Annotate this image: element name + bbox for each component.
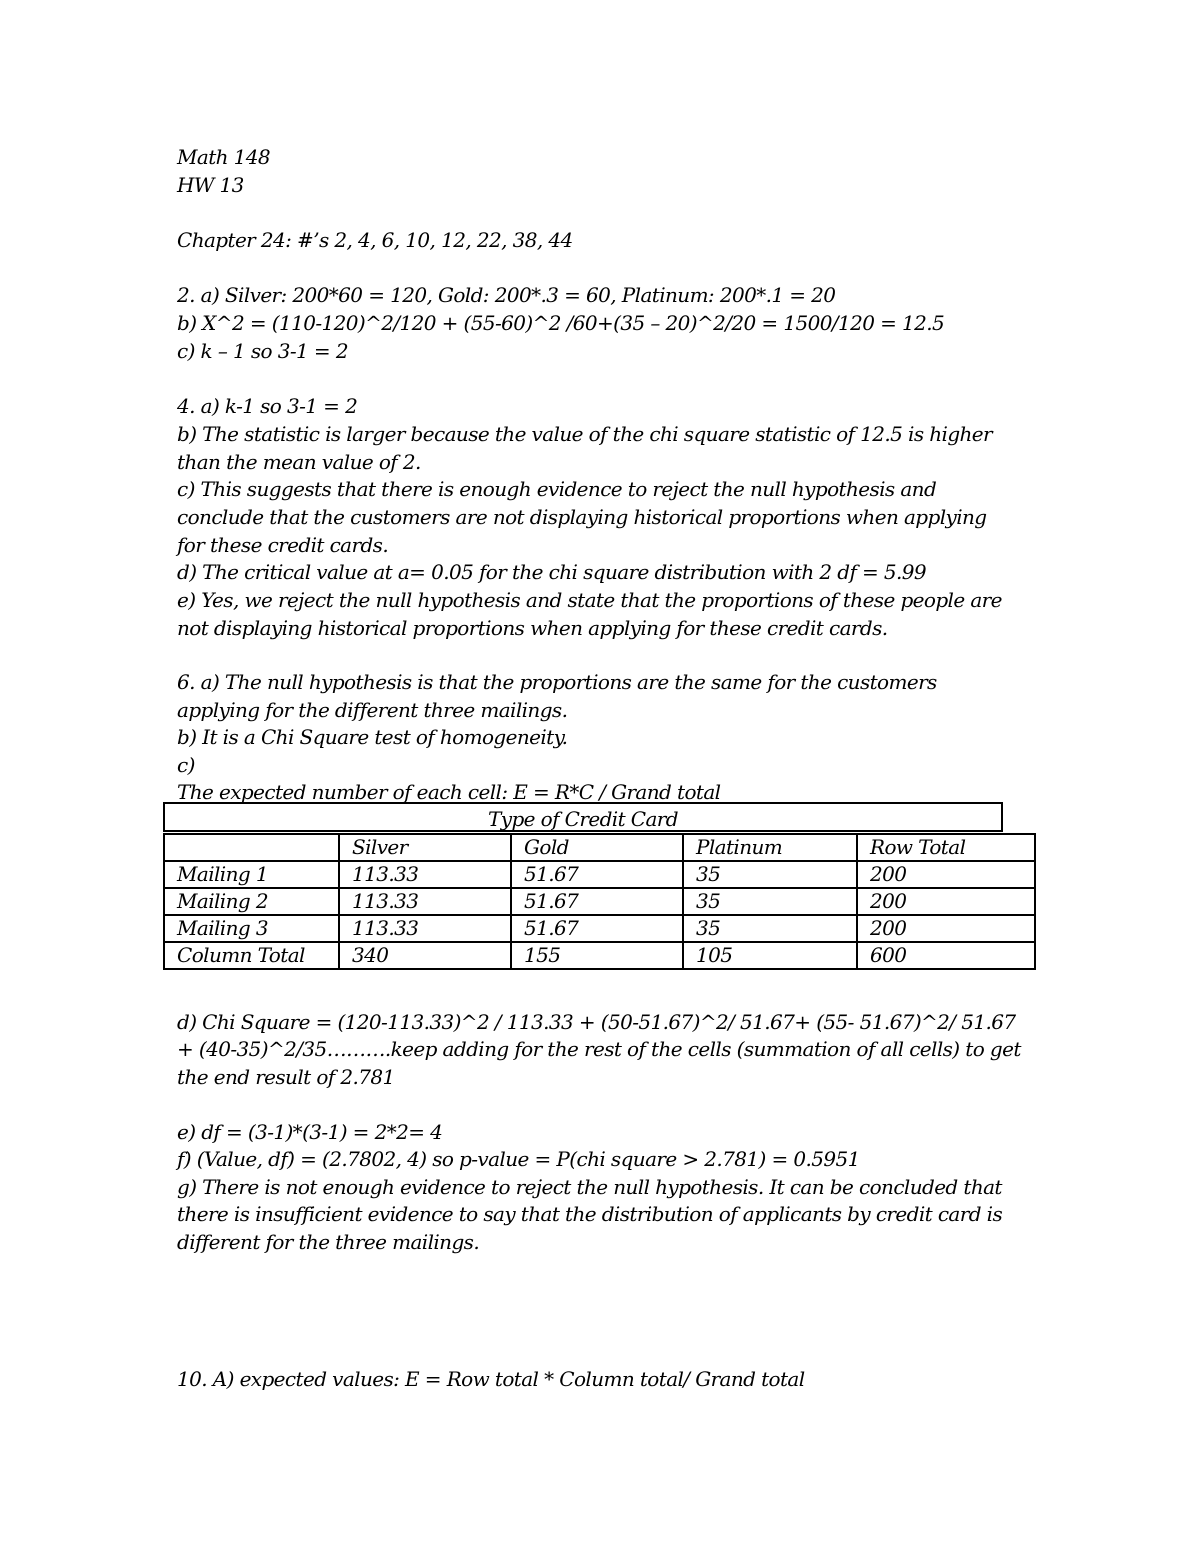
column-header bbox=[164, 834, 339, 861]
table-cell: 113.33 bbox=[339, 888, 511, 915]
table-row bbox=[164, 861, 1035, 888]
q4-part-c-line2: conclude that the customers are not displaying historical proportions when applying bbox=[177, 505, 987, 529]
q6-part-g-line1: g) There is not enough evidence to reject the null hypothesis. It can be concluded that bbox=[177, 1175, 1002, 1199]
q6-part-g-line2: there is insufficient evidence to say that the distribution of applicants by credit card is bbox=[177, 1202, 1003, 1226]
table-cell: 600 bbox=[857, 942, 1035, 969]
q4-part-a: 4. a) k-1 so 3-1 = 2 bbox=[177, 394, 358, 418]
table-row bbox=[164, 915, 1035, 942]
column-header: Silver bbox=[339, 834, 511, 861]
q6-part-f: f) (Value, df) = (2.7802, 4) so p-value = P(chi square > 2.781) = 0.5951 bbox=[177, 1147, 860, 1171]
column-header: Platinum bbox=[683, 834, 857, 861]
table-cell: 340 bbox=[339, 942, 511, 969]
chapter-heading: Chapter 24: #’s 2, 4, 6, 10, 12, 22, 38, 44 bbox=[177, 228, 573, 252]
q4-part-e-line1: e) Yes, we reject the null hypothesis and state that the proportions of these people are bbox=[177, 588, 1002, 612]
table-row bbox=[164, 942, 1035, 969]
q6-part-a-line2: applying for the different three mailings. bbox=[177, 698, 568, 722]
q6-part-d-line2: + (40-35)^2/35……….keep adding for the rest of the cells (summation of all cells) to get bbox=[177, 1037, 1021, 1061]
table-cell: Mailing 2 bbox=[164, 888, 339, 915]
table-cell: 35 bbox=[683, 861, 857, 888]
table-cell: Mailing 3 bbox=[164, 915, 339, 942]
q6-part-d-line1: d) Chi Square = (120-113.33)^2 / 113.33 + (50-51.67)^2/ 51.67+ (55- 51.67)^2/ 51.67 bbox=[177, 1010, 1016, 1034]
table-cell: 51.67 bbox=[511, 915, 683, 942]
table-title-text: Type of Credit Card bbox=[488, 807, 678, 831]
table-row bbox=[164, 888, 1035, 915]
table-cell: 200 bbox=[857, 888, 1035, 915]
table-cell: 105 bbox=[683, 942, 857, 969]
column-header: Gold bbox=[511, 834, 683, 861]
q6-part-e: e) df = (3-1)*(3-1) = 2*2= 4 bbox=[177, 1120, 443, 1144]
q4-part-b-line2: than the mean value of 2. bbox=[177, 450, 421, 474]
q4-part-d: d) The critical value at a= 0.05 for the chi square distribution with 2 df = 5.99 bbox=[177, 560, 927, 584]
q4-part-c-line3: for these credit cards. bbox=[177, 533, 389, 557]
table-cell: Column Total bbox=[164, 942, 339, 969]
table-cell: 35 bbox=[683, 915, 857, 942]
q10-part-a: 10. A) expected values: E = Row total * Column total/ Grand total bbox=[177, 1367, 805, 1391]
table-cell: 51.67 bbox=[511, 888, 683, 915]
q6-part-b: b) It is a Chi Square test of homogeneity. bbox=[177, 725, 568, 749]
q4-part-b-line1: b) The statistic is larger because the value of the chi square statistic of 12.5 is higher bbox=[177, 422, 993, 446]
q4-part-e-line2: not displaying historical proportions when applying for these credit cards. bbox=[177, 616, 888, 640]
table-cell: 200 bbox=[857, 915, 1035, 942]
q6-expected-formula: The expected number of each cell: E = R*C / Grand total bbox=[177, 780, 721, 804]
table-title bbox=[163, 802, 1003, 832]
table-cell: 35 bbox=[683, 888, 857, 915]
table-cell: 51.67 bbox=[511, 861, 683, 888]
table-grid bbox=[163, 833, 1036, 970]
q6-part-d-line3: the end result of 2.781 bbox=[177, 1065, 395, 1089]
q2-part-c: c) k – 1 so 3-1 = 2 bbox=[177, 339, 348, 363]
table-header-row bbox=[164, 834, 1035, 861]
q4-part-c-line1: c) This suggests that there is enough evidence to reject the null hypothesis and bbox=[177, 477, 937, 501]
table-cell: 113.33 bbox=[339, 861, 511, 888]
table-cell: Mailing 1 bbox=[164, 861, 339, 888]
assignment-title: HW 13 bbox=[177, 173, 244, 197]
q2-part-b: b) X^2 = (110-120)^2/120 + (55-60)^2 /60+(35 – 20)^2/20 = 1500/120 = 12.5 bbox=[177, 311, 945, 335]
q6-part-a-line1: 6. a) The null hypothesis is that the proportions are the same for the customers bbox=[177, 670, 937, 694]
q6-part-c: c) bbox=[177, 753, 195, 777]
table-cell: 200 bbox=[857, 861, 1035, 888]
column-header: Row Total bbox=[857, 834, 1035, 861]
course-title: Math 148 bbox=[177, 145, 271, 169]
q2-part-a: 2. a) Silver: 200*60 = 120, Gold: 200*.3 = 60, Platinum: 200*.1 = 20 bbox=[177, 283, 836, 307]
table-cell: 113.33 bbox=[339, 915, 511, 942]
q6-part-g-line3: different for the three mailings. bbox=[177, 1230, 480, 1254]
table-cell: 155 bbox=[511, 942, 683, 969]
